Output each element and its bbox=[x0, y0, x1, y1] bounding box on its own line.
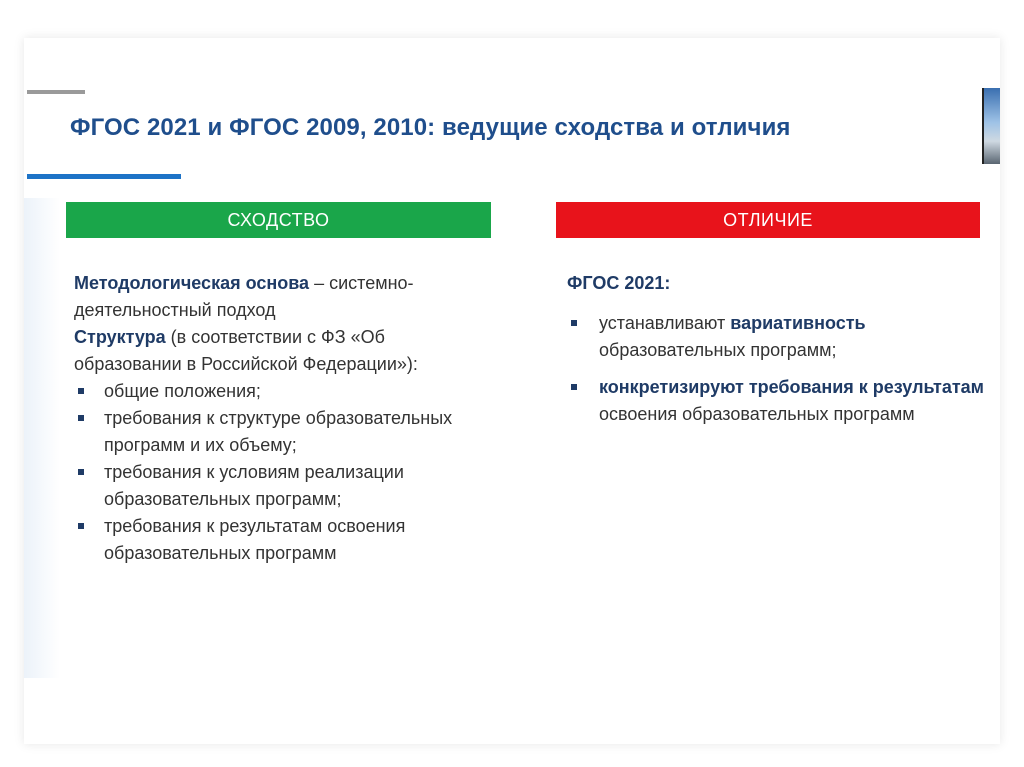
slide-title: ФГОС 2021 и ФГОС 2009, 2010: ведущие сходства и отличия bbox=[70, 114, 791, 141]
list-item bbox=[567, 374, 997, 428]
picture-thumbnail bbox=[982, 88, 1000, 164]
similarity-header: СХОДСТВО bbox=[66, 202, 491, 238]
list-item: требования к результатам освоения образовательных программ bbox=[74, 513, 484, 567]
left-shade bbox=[24, 198, 60, 678]
difference-column bbox=[567, 270, 997, 438]
list-item: требования к условиям реализации образовательных программ; bbox=[74, 459, 484, 513]
structure-paragraph bbox=[74, 324, 484, 378]
slide bbox=[24, 38, 1000, 744]
difference-header: ОТЛИЧИЕ bbox=[556, 202, 980, 238]
methodology-paragraph bbox=[74, 270, 484, 324]
structure-label: Структура bbox=[74, 327, 166, 347]
item-text: устанавливают bbox=[599, 313, 731, 333]
top-gray-bar bbox=[27, 90, 85, 94]
similarity-list bbox=[74, 378, 484, 567]
similarity-column bbox=[74, 270, 484, 567]
item-text: образовательных программ; bbox=[599, 340, 837, 360]
item-bold: вариативность bbox=[730, 313, 866, 333]
list-item bbox=[567, 310, 997, 364]
difference-subtitle: ФГОС 2021: bbox=[567, 273, 671, 293]
methodology-text: – системно-деятельностный подход bbox=[74, 273, 414, 320]
item-text: освоения образовательных программ bbox=[599, 404, 915, 424]
methodology-label: Методологическая основа bbox=[74, 273, 310, 293]
item-bold: конкретизируют требования к результатам bbox=[599, 377, 984, 397]
list-item: требования к структуре образовательных программ и их объему; bbox=[74, 405, 484, 459]
list-item: общие положения; bbox=[74, 378, 484, 405]
difference-list bbox=[567, 310, 997, 428]
structure-text: (в соответствии с ФЗ «Об образовании в Российской Федерации»): bbox=[74, 327, 418, 374]
title-underline bbox=[27, 174, 181, 179]
